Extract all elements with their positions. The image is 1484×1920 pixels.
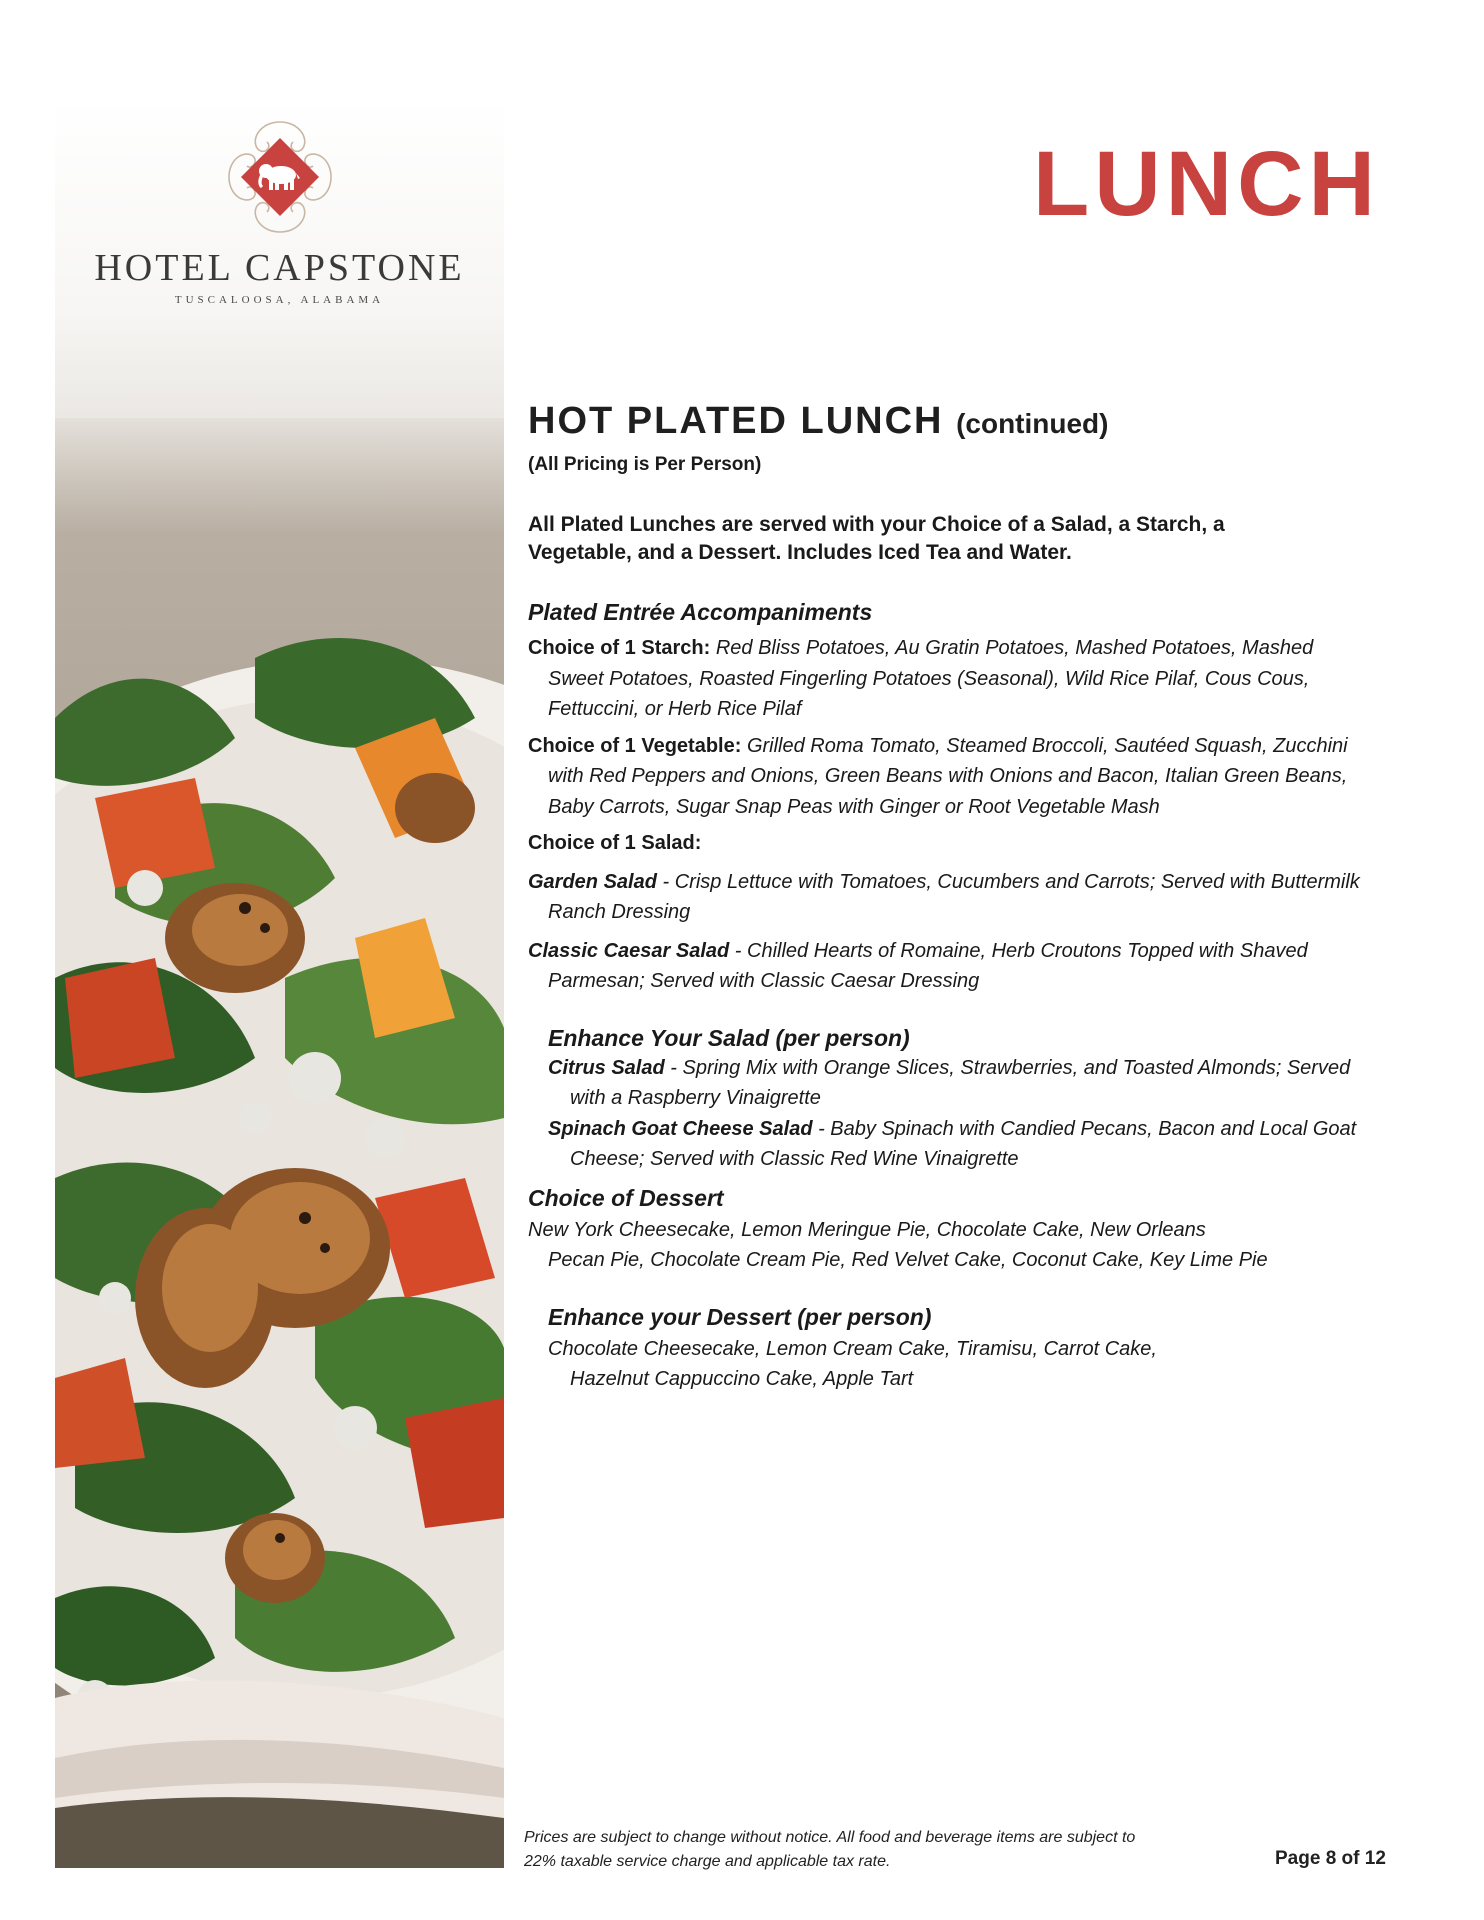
salad-name: Garden Salad [528, 870, 657, 893]
vegetable-choice [528, 731, 1368, 823]
brand-logo-area [55, 98, 504, 428]
menu-content [528, 396, 1368, 1395]
accompaniments-heading: Plated Entrée Accompaniments [528, 599, 873, 625]
salad-item [528, 867, 1368, 928]
enhance-dessert-heading [548, 1302, 1368, 1332]
salad-choice [528, 828, 1368, 859]
footer-note: Prices are subject to change without notice. All food and beverage items are subject to 22% taxable service charge and applicable tax rate. [524, 1829, 1136, 1870]
enhance-salad-heading [548, 1023, 1368, 1053]
enhance-salad-name: Citrus Salad [548, 1056, 665, 1079]
pricing-note: (All Pricing is Per Person) [528, 454, 762, 475]
dessert-items: New York Cheesecake, Lemon Meringue Pie, Chocolate Cake, New Orleans Pecan Pie, Chocolate Cream Pie, Red Velvet Cake, Coconut Cake, Key Lime Pie [528, 1218, 1268, 1271]
enhance-salad-desc: - Baby Spinach with Candied Pecans, Bacon and Local Goat Cheese; Served with Classic Red Wine Vinaigrette [570, 1117, 1357, 1170]
enhance-dessert-section [548, 1302, 1368, 1395]
enhance-salad-section [548, 1023, 1368, 1175]
vegetable-label: Choice of 1 Vegetable: [528, 734, 742, 757]
dessert-heading: Choice of Dessert [528, 1184, 724, 1211]
salad-desc: - Chilled Hearts of Romaine, Herb Croutons Topped with Shaved Parmesan; Served with Classic Caesar Dressing [548, 939, 1308, 992]
section-heading-suffix: (continued) [956, 408, 1109, 439]
page-title: LUNCH [1033, 133, 1380, 235]
salad-desc: - Crisp Lettuce with Tomatoes, Cucumbers and Carrots; Served with Buttermilk Ranch Dressing [548, 870, 1360, 923]
salad-photo [55, 418, 504, 1868]
enhance-salad-desc: - Spring Mix with Orange Slices, Strawberries, and Toasted Almonds; Served with a Raspberry Vinaigrette [570, 1056, 1351, 1109]
enhance-dessert-items: Chocolate Cheesecake, Lemon Cream Cake, Tiramisu, Carrot Cake, Hazelnut Cappuccino Cake, Apple Tart [548, 1337, 1157, 1390]
enhance-dessert-heading-text: Enhance your Dessert [548, 1303, 791, 1330]
intro-text: All Plated Lunches are served with your Choice of a Salad, a Starch, a Vegetable, and a Dessert. Includes Iced Tea and Water. [528, 513, 1225, 564]
brand-location: TUSCALOOSA, ALABAMA [174, 294, 385, 306]
salad-name: Classic Caesar Salad [528, 939, 730, 962]
starch-choice [528, 633, 1368, 725]
enhance-dessert-heading-suffix: (per person) [790, 1303, 932, 1330]
section-heading-text: HOT PLATED LUNCH [528, 400, 944, 442]
enhance-salad-heading-suffix: (per person) [769, 1024, 910, 1051]
brand-name: HOTEL CAPSTONE [94, 247, 465, 289]
enhance-salad-item [548, 1114, 1368, 1175]
enhance-salad-item [548, 1053, 1368, 1114]
enhance-salad-name: Spinach Goat Cheese Salad [548, 1117, 813, 1140]
starch-label: Choice of 1 Starch: [528, 637, 711, 659]
page-number: Page 8 of 12 [1275, 1848, 1386, 1869]
salad-label: Choice of 1 Salad: [528, 832, 702, 854]
starch-items: Red Bliss Potatoes, Au Gratin Potatoes, Mashed Potatoes, Mashed Sweet Potatoes, Roasted Fingerling Potatoes (Seasonal), Wild Rice Pilaf, Cous Cous, Fettuccini, or Herb Rice Pilaf [548, 637, 1314, 720]
enhance-salad-heading-text: Enhance Your Salad [548, 1024, 770, 1051]
vegetable-items: Grilled Roma Tomato, Steamed Broccoli, Sautéed Squash, Zucchini with Red Peppers and Onions, Green Beans with Onions and Bacon, Italian Green Beans, Baby Carrots, Sugar Snap Peas with Ginger or Root Vegetable Mash [548, 734, 1348, 818]
elephant-diamond-logo-icon [221, 118, 339, 236]
side-panel [55, 98, 504, 1868]
section-heading [528, 396, 1368, 449]
salad-item [528, 936, 1368, 997]
